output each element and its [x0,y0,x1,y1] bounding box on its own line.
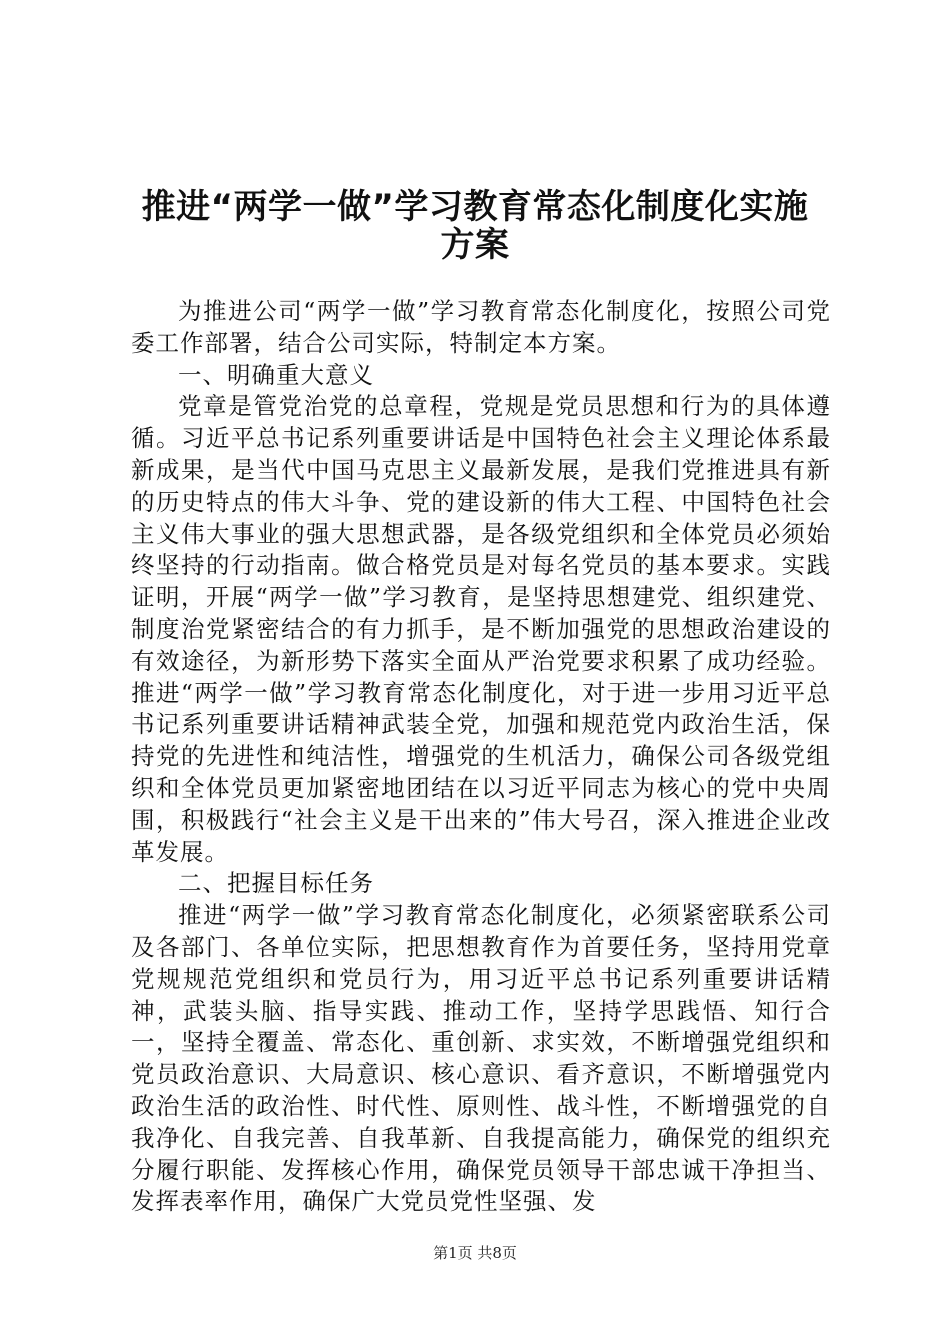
document-title-line-2: 方案 [440,225,510,265]
section-2-paragraph: 推进“两学一做”学习教育常态化制度化，必须紧密联系公司及各部门、各单位实际，把思想教育作为首要任务，坚持用党章党规规范党组织和党员行为，用习近平总书记系列重要讲话精神，武装头脑、指导实践、推动工作，坚持学思践悟、知行合一，坚持全覆盖、常态化、重创新、求实效，不断增强党组织和党员政治意识、大局意识、核心意识、看齐意识，不断增强党内政治生活的政治性、时代性、原则性、战斗性，不断增强党的自我净化、自我完善、自我革新、自我提高能力，确保党的组织充分履行职能、发挥核心作用，确保党员领导干部忠诚干净担当、发挥表率作用，确保广大党员党性坚强、发 [131,901,831,1216]
page-number-footer: 第1页 共8页 [433,1244,517,1262]
section-1-paragraph: 党章是管党治党的总章程，党规是党员思想和行为的具体遵循。习近平总书记系列重要讲话是中国特色社会主义理论体系最新成果，是当代中国马克思主义最新发展，是我们党推进具有新的历史特点的伟大斗争、党的建设新的伟大工程、中国特色社会主义伟大事业的强大思想武器，是各级党组织和全体党员必须始终坚持的行动指南。做合格党员是对每名党员的基本要求。实践证明，开展“两学一做”学习教育，是坚持思想建党、组织建党、制度治党紧密结合的有力抓手，是不断加强党的思想政治建设的有效途径，为新形势下落实全面从严治党要求积累了成功经验。推进“两学一做”学习教育常态化制度化，对于进一步用习近平总书记系列重要讲话精神武装全党，加强和规范党内政治生活，保持党的先进性和纯洁性，增强党的生机活力，确保公司各级党组织和全体党员更加紧密地团结在以习近平同志为核心的党中央周围，积极践行“社会主义是干出来的”伟大号召，深入推进企业改革发展。 [131,392,831,866]
section-heading-1: 一、明确重大意义 [178,360,374,389]
intro-paragraph: 为推进公司“两学一做”学习教育常态化制度化，按照公司党委工作部署，结合公司实际，特制定本方案。 [131,297,831,357]
section-heading-2: 二、把握目标任务 [178,869,374,898]
document-body [131,296,831,1218]
document-title-line-1: 推进“两学一做”学习教育常态化制度化实施 [141,187,809,227]
